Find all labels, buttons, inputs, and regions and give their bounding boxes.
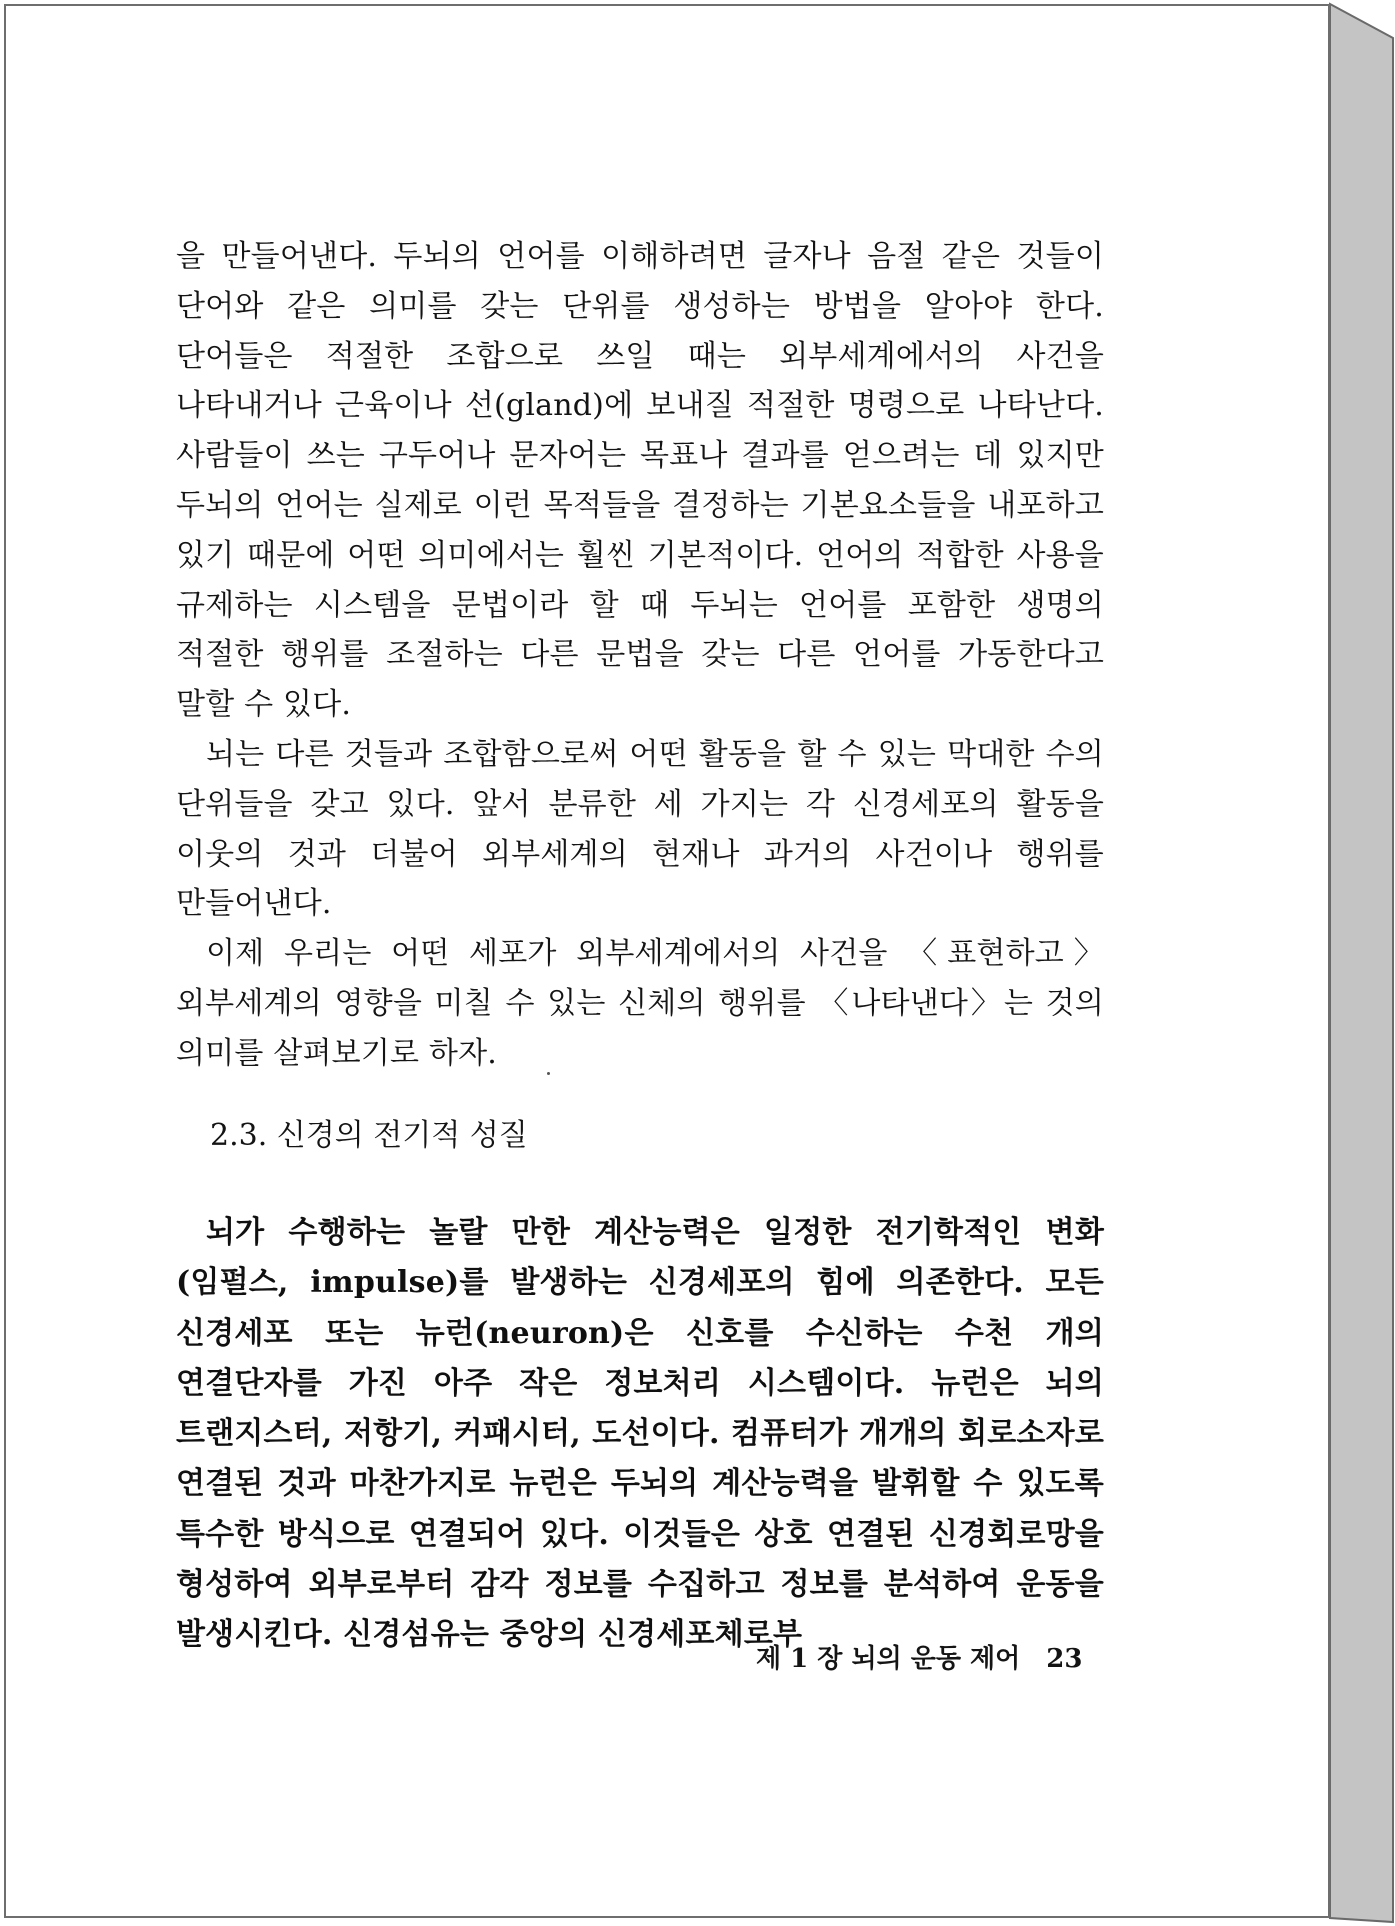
page-number: 23 <box>1046 1644 1083 1674</box>
page-footer <box>756 1638 1082 1675</box>
section-heading: 2.3. 신경의 전기적 성질 <box>210 1118 528 1153</box>
stray-dot <box>547 1072 550 1075</box>
paragraph-3: 이제 우리는 어떤 세포가 외부세계에서의 사건을 〈표현하고〉 외부세계의 영향을 미칠 수 있는 신체의 행위를 〈나타낸다〉는 것의 의미를 살펴보기로 하자. <box>176 936 1104 1071</box>
chapter-title: 제 1 장 뇌의 운동 제어 <box>756 1644 1021 1674</box>
paragraph-1: 을 만들어낸다. 두뇌의 언어를 이해하려면 글자나 음절 같은 것들이 단어와 같은 의미를 갖는 단위를 생성하는 방법을 알아야 한다. 단어들은 적절한 조합으로 쓰일 때는 외부세계에서의 사건을 나타내거나 근육이나 선(gland)에 보내질 적절한 명령으로 나타난다. 사람들이 쓰는 구두어나 문자어는 목표나 결과를 얻으려는 데 있지만 두뇌의 언어는 실제로 이런 목적들을 결정하는 기본요소들을 내포하고 있기 때문에 어떤 의미에서는 훨씬 기본적이다. 언어의 적합한 사용을 규제하는 시스템을 문법이라 할 때 두뇌는 언어를 포함한 생명의 적절한 행위를 조절하는 다른 문법을 갖는 다른 언어를 가동한다고 말할 수 있다. <box>176 239 1104 723</box>
paragraph-2: 뇌는 다른 것들과 조합함으로써 어떤 활동을 할 수 있는 막대한 수의 단위들을 갖고 있다. 앞서 분류한 세 가지는 각 신경세포의 활동을 이웃의 것과 더불어 외부세계의 현재나 과거의 사건이나 행위를 만들어낸다. <box>176 736 1104 922</box>
body-text-section <box>176 232 1104 1079</box>
paragraph-4: 뇌가 수행하는 놀랄 만한 계산능력은 일정한 전기학적인 변화(임펄스, impulse)를 발생하는 신경세포의 힘에 의존한다. 모든 신경세포 또는 뉴런(neuron)은 신호를 수신하는 수천 개의 연결단자를 가진 아주 작은 정보처리 시스템이다. 뉴런은 뇌의 트랜지스터, 저항기, 커패시터, 도선이다. 컴퓨터가 개개의 회로소자로 연결된 것과 마찬가지로 뉴런은 두뇌의 계산능력을 발휘할 수 있도록 특수한 방식으로 연결되어 있다. 이것들은 상호 연결된 신경회로망을 형성하여 외부로부터 감각 정보를 수집하고 정보를 분석하여 운동을 발생시킨다. 신경섬유는 중앙의 신경세포체로부 <box>176 1215 1104 1653</box>
section-body <box>176 1208 1104 1661</box>
